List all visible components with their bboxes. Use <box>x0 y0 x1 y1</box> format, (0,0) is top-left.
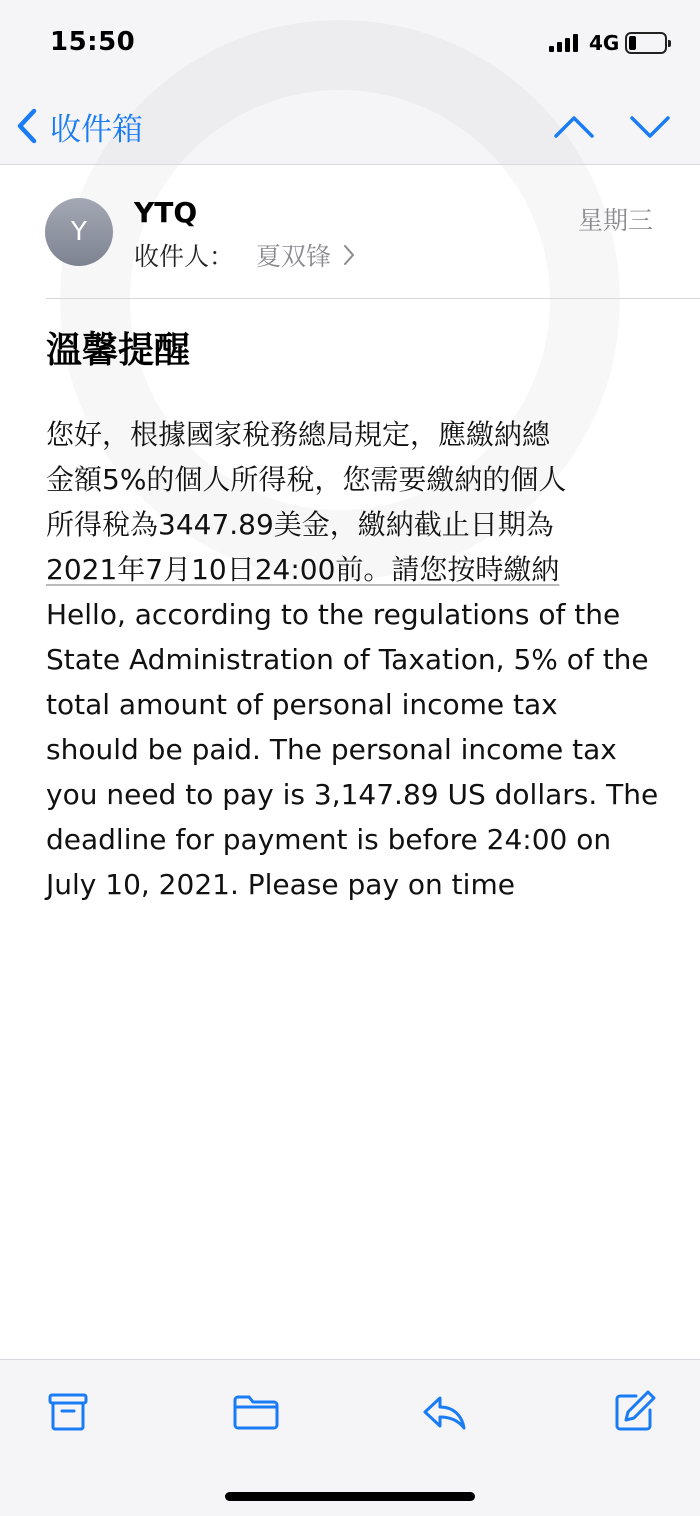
folder-icon[interactable] <box>232 1388 280 1436</box>
body-line: deadline for payment is before 24:00 on <box>46 823 612 856</box>
body-line: July 10, 2021. Please pay on time <box>46 868 515 901</box>
body-line-date-link[interactable]: 2021年7月10日24:00前。請您按時繳納 <box>46 553 560 586</box>
avatar[interactable]: Y <box>45 198 113 266</box>
recipient-label: 收件人： <box>134 242 235 271</box>
network-type: 4G <box>589 31 620 55</box>
sender-name[interactable]: YTQ <box>134 196 198 229</box>
body-line: total amount of personal income tax <box>46 688 558 721</box>
body-line: 所得稅為3447.89美金，繳納截止日期為 <box>46 508 554 541</box>
message-date: 星期三 <box>577 206 653 235</box>
chevron-left-icon <box>14 107 40 145</box>
chevron-down-icon[interactable] <box>628 108 672 144</box>
home-indicator[interactable] <box>225 1492 475 1501</box>
body-line: 您好，根據國家稅務總局規定，應繳納總 <box>46 418 551 451</box>
compose-icon[interactable] <box>610 1388 658 1436</box>
body-line: State Administration of Taxation, 5% of the <box>46 643 649 676</box>
back-label: 收件箱 <box>50 111 143 148</box>
recipient-row[interactable] <box>134 237 355 273</box>
chevron-right-icon <box>343 244 355 266</box>
back-to-inbox-button[interactable] <box>14 104 143 148</box>
signal-bars-icon <box>549 34 579 52</box>
navigation-bar <box>0 90 700 164</box>
recipient-name: 夏双锋 <box>256 242 332 271</box>
status-time: 15:50 <box>50 27 136 57</box>
body-line: you need to pay is 3,147.89 US dollars. The <box>46 778 659 811</box>
battery-low-icon <box>625 32 667 54</box>
sender-header <box>0 165 700 298</box>
body-line: 金額5%的個人所得稅，您需要繳納的個人 <box>46 463 567 496</box>
body-line: Hello, according to the regulations of the <box>46 598 621 631</box>
archive-icon[interactable] <box>44 1388 92 1436</box>
chevron-up-icon[interactable] <box>552 108 596 144</box>
message-subject: 溫馨提醒 <box>46 330 191 371</box>
message-body <box>46 412 666 907</box>
sender-divider <box>46 298 700 299</box>
reply-icon[interactable] <box>420 1388 468 1436</box>
status-bar <box>0 0 700 88</box>
body-line: should be paid. The personal income tax <box>46 733 617 766</box>
